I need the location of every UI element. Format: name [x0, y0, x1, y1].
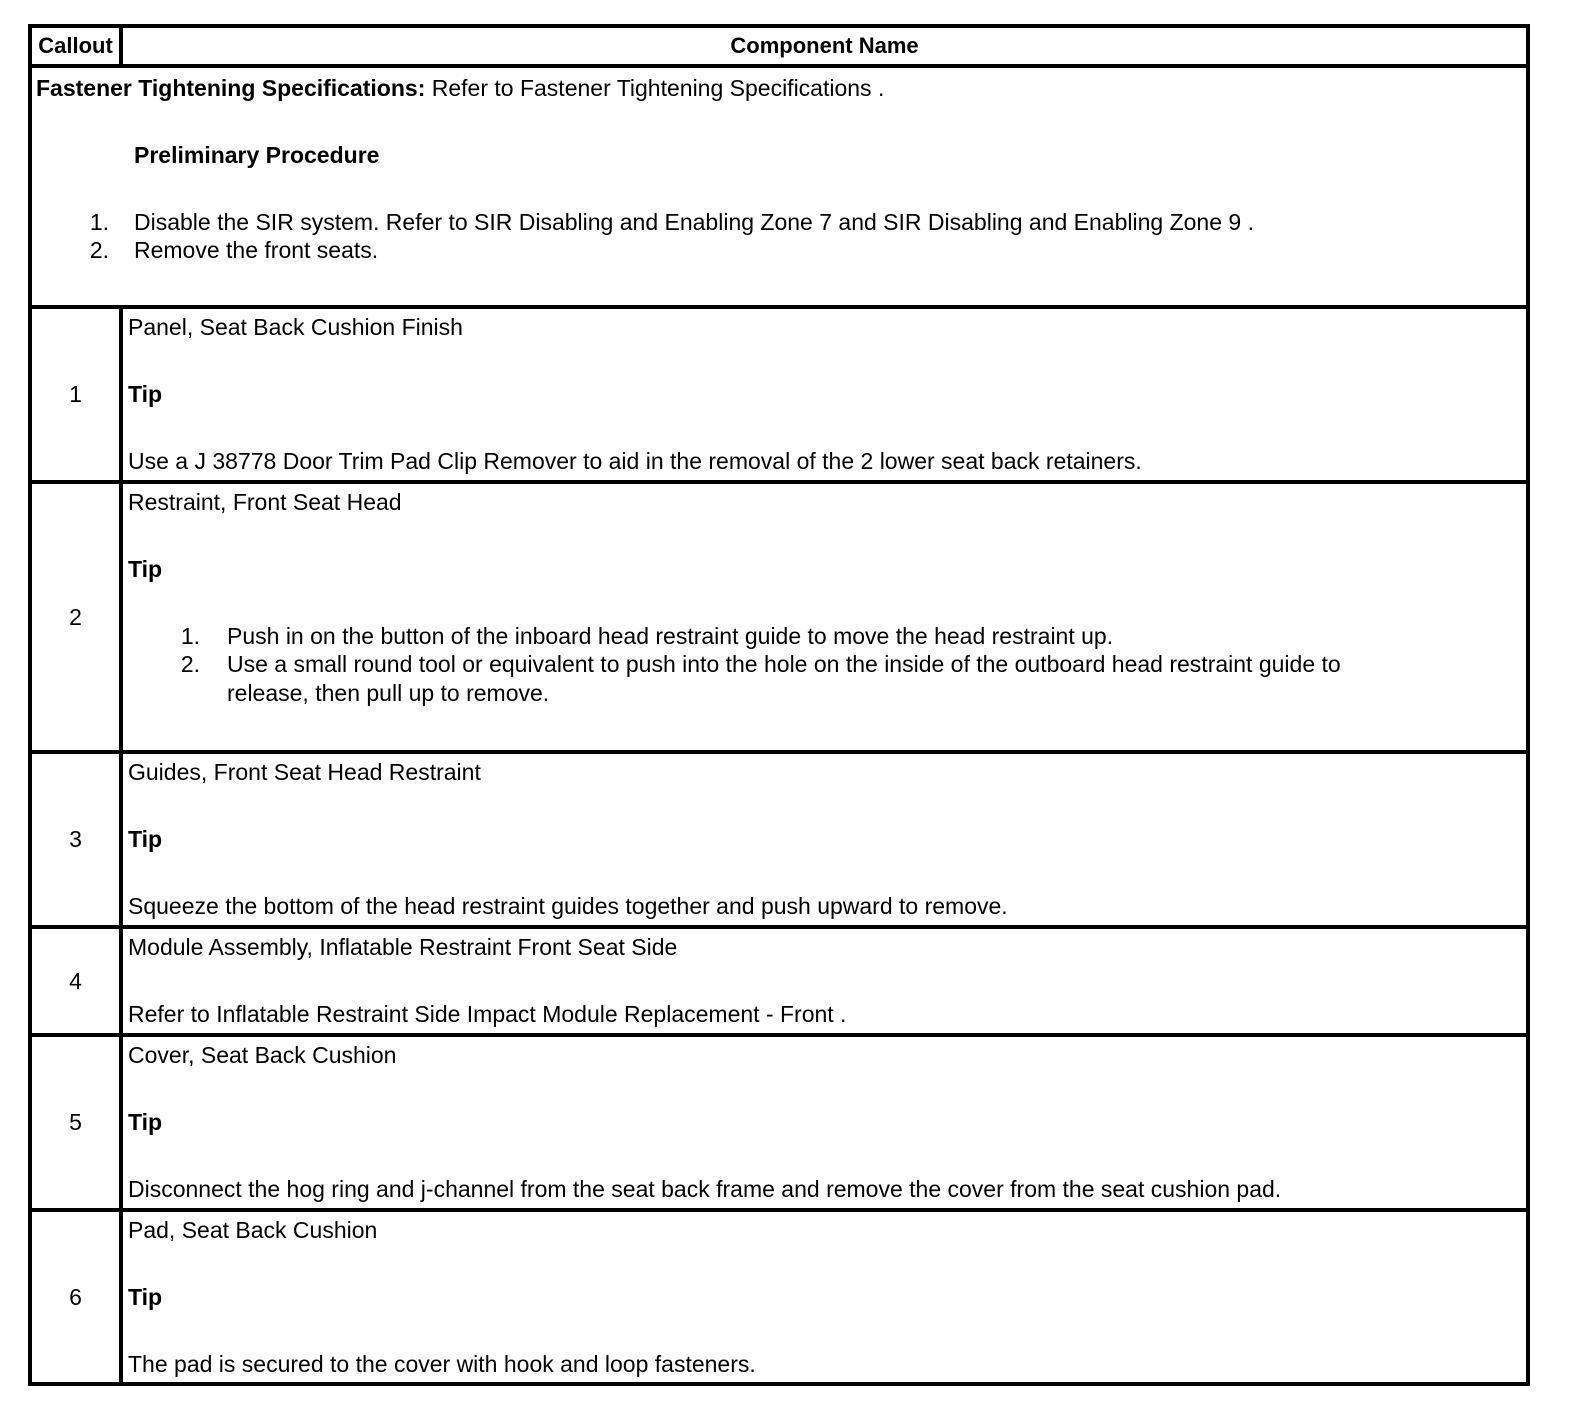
- tip-label: Tip: [128, 826, 163, 852]
- fastener-spec-text: Refer to Fastener Tightening Specifications .: [425, 75, 885, 101]
- callout-number: 1: [32, 309, 123, 480]
- component-cell: [123, 309, 1526, 480]
- callout-number: 3: [32, 754, 123, 925]
- tip-text: Use a J 38778 Door Trim Pad Clip Remover to aid in the removal of the 2 lower seat back retainers.: [128, 448, 1142, 474]
- header-component-name: Component Name: [730, 33, 919, 58]
- component-cell: [123, 1037, 1526, 1208]
- tip-label: Tip: [128, 381, 163, 407]
- preliminary-heading: Preliminary Procedure: [134, 142, 380, 168]
- table-row: [32, 309, 1526, 484]
- tip-text: Squeeze the bottom of the head restraint guides together and push upward to remove.: [128, 893, 1008, 919]
- tip-label: Tip: [128, 556, 163, 582]
- tip-text: The pad is secured to the cover with hook and loop fasteners.: [128, 1351, 756, 1377]
- table-row: [32, 1212, 1526, 1382]
- reference-text: Refer to Inflatable Restraint Side Impact Module Replacement - Front .: [128, 1001, 847, 1027]
- tip-step-text-continued: release, then pull up to remove.: [227, 680, 550, 706]
- component-name: Cover, Seat Back Cushion: [128, 1042, 397, 1068]
- prelim-step-number: 1.: [89, 209, 109, 235]
- table-row: [32, 754, 1526, 929]
- callout-number: 5: [32, 1037, 123, 1208]
- component-cell: [123, 754, 1526, 925]
- header-callout: Callout: [32, 28, 123, 64]
- callout-number: 6: [32, 1212, 123, 1382]
- component-name: Guides, Front Seat Head Restraint: [128, 759, 481, 785]
- tip-text: Disconnect the hog ring and j-channel from the seat back frame and remove the cover from the seat cushion pad.: [128, 1176, 1282, 1202]
- tip-step-number: 2.: [180, 651, 200, 677]
- table-row: [32, 484, 1526, 754]
- tip-step-text: Push in on the button of the inboard head restraint guide to move the head restraint up.: [227, 623, 1114, 649]
- preliminary-section: [32, 68, 1526, 309]
- callout-number: 4: [32, 929, 123, 1033]
- component-name: Module Assembly, Inflatable Restraint Front Seat Side: [128, 934, 678, 960]
- prelim-step-text: Remove the front seats.: [134, 237, 379, 263]
- fastener-spec-line: [36, 74, 884, 102]
- tip-step-number: 1.: [180, 623, 200, 649]
- component-cell: [123, 484, 1526, 750]
- callout-number: 2: [32, 484, 123, 750]
- component-cell: [123, 1212, 1526, 1382]
- component-cell: [123, 929, 1526, 1033]
- tip-label: Tip: [128, 1284, 163, 1310]
- component-name: Restraint, Front Seat Head: [128, 489, 402, 515]
- tip-step-text: Use a small round tool or equivalent to push into the hole on the inside of the outboard head restraint guide to: [227, 651, 1341, 677]
- component-name: Panel, Seat Back Cushion Finish: [128, 314, 463, 340]
- table-header: [32, 28, 1526, 68]
- tip-label: Tip: [128, 1109, 163, 1135]
- prelim-step-text: Disable the SIR system. Refer to SIR Disabling and Enabling Zone 7 and SIR Disabling and Enabling Zone 9 .: [134, 209, 1254, 235]
- fastener-spec-label: Fastener Tightening Specifications:: [36, 75, 426, 101]
- component-name: Pad, Seat Back Cushion: [128, 1217, 378, 1243]
- table-row: [32, 1037, 1526, 1212]
- table-row: [32, 929, 1526, 1037]
- prelim-step-number: 2.: [89, 237, 109, 263]
- procedure-table: [28, 24, 1530, 1386]
